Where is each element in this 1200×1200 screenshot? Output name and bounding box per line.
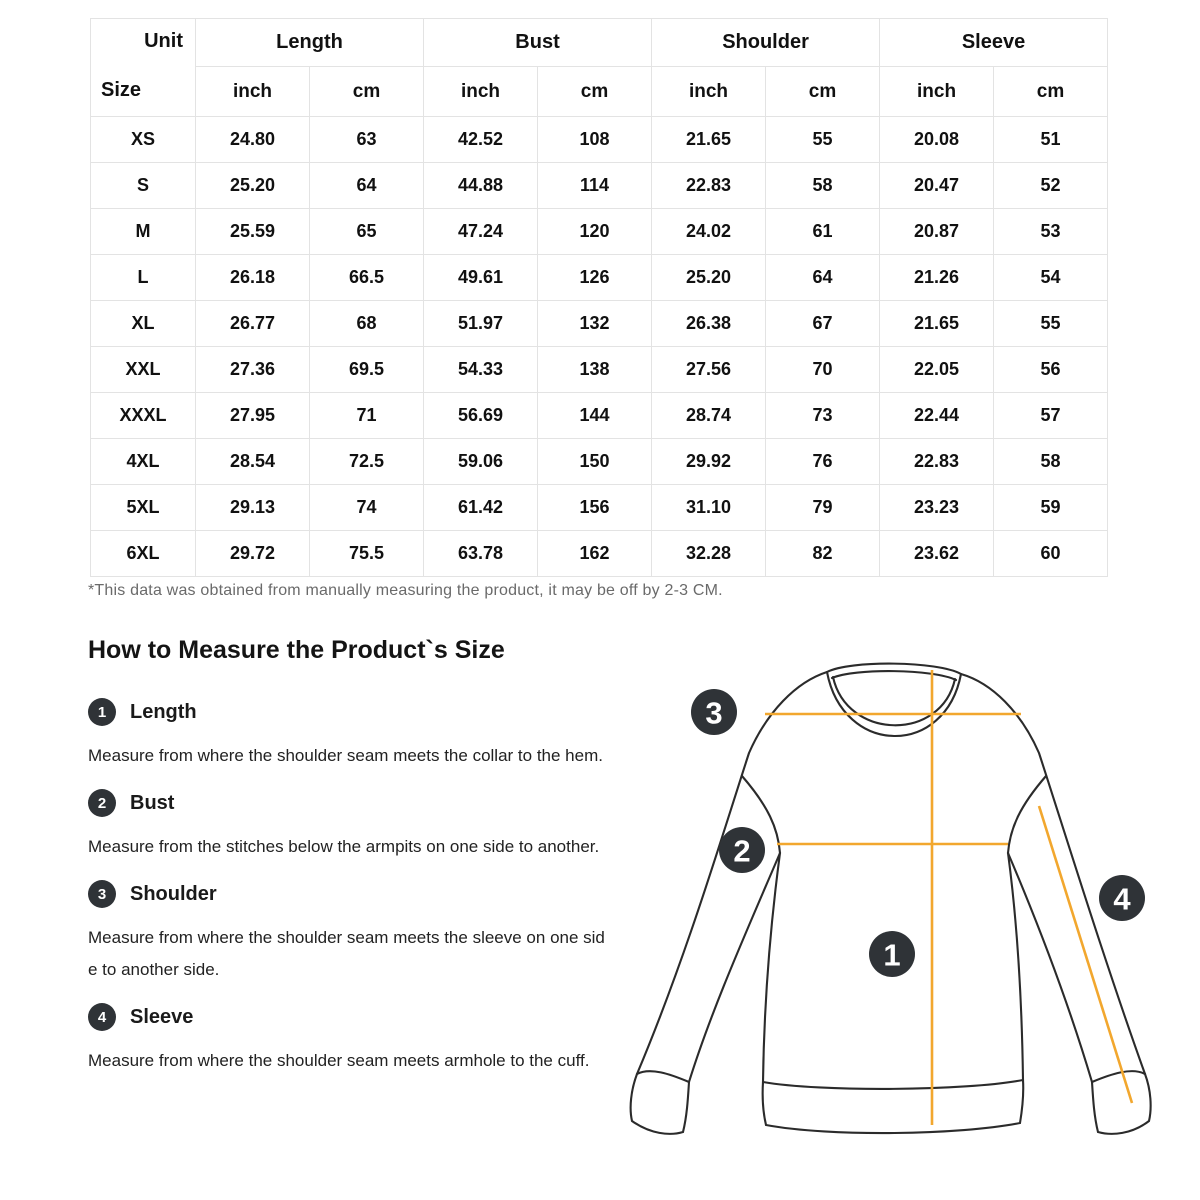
size-row-m [91,209,1108,255]
value-cell: 21.65 [652,117,766,163]
size-cell: XL [91,301,196,347]
value-cell: 53 [994,209,1108,255]
size-chart-section [90,18,1108,577]
illustration-badge-shoulder [691,689,737,735]
value-cell: 126 [538,255,652,301]
value-cell: 57 [994,393,1108,439]
value-cell: 28.74 [652,393,766,439]
value-cell: 25.59 [196,209,310,255]
illustration-badge-bust [719,827,765,873]
step-description: Measure from where the shoulder seam meets armhole to the cuff. [88,1051,590,1070]
collar-top-line [827,664,961,674]
size-row-l [91,255,1108,301]
value-cell: 28.54 [196,439,310,485]
size-cell: 5XL [91,485,196,531]
table-group-header-row [91,19,1108,67]
unit-header-cell: inch [196,67,310,117]
value-cell: 24.02 [652,209,766,255]
measure-item-header [88,697,641,727]
value-cell: 55 [994,301,1108,347]
value-cell: 23.23 [880,485,994,531]
value-cell: 70 [766,347,880,393]
right-cuff-band [1092,1074,1151,1134]
step-title: Length [130,700,197,723]
unit-header-cell: inch [880,67,994,117]
value-cell: 76 [766,439,880,485]
value-cell: 25.20 [196,163,310,209]
measurement-disclaimer: *This data was obtained from manually measuring the product, it may be off by 2-3 CM. [88,582,723,599]
badge-number: 2 [733,833,751,869]
step-number-badge: 3 [88,880,116,908]
right-cuff-seam [1092,1071,1145,1082]
size-cell: M [91,209,196,255]
measure-instruction-item [88,697,641,772]
unit-size-corner-cell [91,19,196,117]
value-cell: 52 [994,163,1108,209]
left-cuff-band [631,1074,689,1134]
value-cell: 29.72 [196,531,310,577]
value-cell: 22.05 [880,347,994,393]
step-number-badge: 1 [88,698,116,726]
size-cell: 4XL [91,439,196,485]
value-cell: 23.62 [880,531,994,577]
size-cell: XXXL [91,393,196,439]
unit-header-cell: inch [424,67,538,117]
size-cell: XXL [91,347,196,393]
size-row-4xl [91,439,1108,485]
size-cell: S [91,163,196,209]
value-cell: 74 [310,485,424,531]
value-cell: 61.42 [424,485,538,531]
value-cell: 79 [766,485,880,531]
value-cell: 29.92 [652,439,766,485]
value-cell: 54 [994,255,1108,301]
value-cell: 75.5 [310,531,424,577]
badge-number: 4 [1113,881,1131,917]
value-cell: 60 [994,531,1108,577]
collar-back-line [832,671,956,680]
value-cell: 56 [994,347,1108,393]
unit-header-cell: cm [310,67,424,117]
value-cell: 162 [538,531,652,577]
measure-item-header [88,879,641,909]
group-header-bust: Bust [424,19,652,67]
value-cell: 21.26 [880,255,994,301]
body-right-edge [1008,853,1023,1080]
step-number-badge: 2 [88,789,116,817]
value-cell: 25.20 [652,255,766,301]
value-cell: 49.61 [424,255,538,301]
value-cell: 58 [766,163,880,209]
table-unit-header-row [91,67,1108,117]
right-sleeve-inner-line [1008,853,1092,1082]
value-cell: 51 [994,117,1108,163]
left-cuff-seam [637,1071,689,1082]
value-cell: 67 [766,301,880,347]
measure-instructions-list [88,697,641,1093]
value-cell: 26.77 [196,301,310,347]
step-title: Shoulder [130,882,217,905]
group-header-shoulder: Shoulder [652,19,880,67]
value-cell: 58 [994,439,1108,485]
value-cell: 64 [766,255,880,301]
measure-instruction-item [88,879,641,986]
value-cell: 44.88 [424,163,538,209]
group-header-length: Length [196,19,424,67]
value-cell: 156 [538,485,652,531]
value-cell: 61 [766,209,880,255]
size-chart-table [90,18,1108,577]
value-cell: 20.47 [880,163,994,209]
value-cell: 22.83 [880,439,994,485]
unit-header-cell: inch [652,67,766,117]
value-cell: 132 [538,301,652,347]
value-cell: 47.24 [424,209,538,255]
step-description: Measure from where the shoulder seam meets the sleeve on one side to another side. [88,928,605,979]
measure-instruction-item [88,788,641,863]
measure-item-header [88,1002,641,1032]
size-row-xxxl [91,393,1108,439]
value-cell: 114 [538,163,652,209]
sweatshirt-measurement-illustration [620,648,1180,1168]
measure-item-header [88,788,641,818]
step-description: Measure from where the shoulder seam meets the collar to the hem. [88,746,603,765]
value-cell: 63 [310,117,424,163]
unit-header-cell: cm [994,67,1108,117]
size-row-s [91,163,1108,209]
value-cell: 66.5 [310,255,424,301]
hem-top-line [763,1080,1023,1089]
illustration-badge-sleeve [1099,875,1145,921]
value-cell: 26.38 [652,301,766,347]
value-cell: 150 [538,439,652,485]
value-cell: 73 [766,393,880,439]
value-cell: 138 [538,347,652,393]
value-cell: 54.33 [424,347,538,393]
size-cell: 6XL [91,531,196,577]
value-cell: 31.10 [652,485,766,531]
unit-header-cell: cm [538,67,652,117]
group-header-sleeve: Sleeve [880,19,1108,67]
value-cell: 29.13 [196,485,310,531]
value-cell: 59 [994,485,1108,531]
badge-number: 1 [883,937,901,973]
value-cell: 72.5 [310,439,424,485]
value-cell: 42.52 [424,117,538,163]
value-cell: 27.36 [196,347,310,393]
left-sleeve-inner-line [689,853,780,1082]
value-cell: 22.83 [652,163,766,209]
value-cell: 64 [310,163,424,209]
measure-instruction-item [88,1002,641,1077]
unit-label: Unit [144,30,183,52]
right-sleeve-outer-line [961,674,1145,1074]
value-cell: 27.95 [196,393,310,439]
size-label: Size [101,79,142,101]
value-cell: 63.78 [424,531,538,577]
value-cell: 69.5 [310,347,424,393]
value-cell: 65 [310,209,424,255]
size-row-5xl [91,485,1108,531]
value-cell: 82 [766,531,880,577]
value-cell: 32.28 [652,531,766,577]
value-cell: 21.65 [880,301,994,347]
value-cell: 22.44 [880,393,994,439]
how-to-measure-heading: How to Measure the Product`s Size [88,636,505,664]
size-cell: L [91,255,196,301]
size-row-6xl [91,531,1108,577]
illustration-badge-length [869,931,915,977]
value-cell: 27.56 [652,347,766,393]
step-title: Bust [130,791,175,814]
step-number-badge: 4 [88,1003,116,1031]
badge-number: 3 [705,695,723,731]
value-cell: 56.69 [424,393,538,439]
value-cell: 55 [766,117,880,163]
size-row-xs [91,117,1108,163]
size-row-xxl [91,347,1108,393]
value-cell: 71 [310,393,424,439]
unit-header-cell: cm [766,67,880,117]
value-cell: 108 [538,117,652,163]
value-cell: 120 [538,209,652,255]
value-cell: 26.18 [196,255,310,301]
value-cell: 20.08 [880,117,994,163]
value-cell: 68 [310,301,424,347]
value-cell: 24.80 [196,117,310,163]
value-cell: 144 [538,393,652,439]
value-cell: 51.97 [424,301,538,347]
size-cell: XS [91,117,196,163]
step-description: Measure from the stitches below the armpits on one side to another. [88,837,600,856]
step-title: Sleeve [130,1005,194,1028]
value-cell: 59.06 [424,439,538,485]
value-cell: 20.87 [880,209,994,255]
size-row-xl [91,301,1108,347]
left-sleeve-outer-line [637,672,827,1074]
